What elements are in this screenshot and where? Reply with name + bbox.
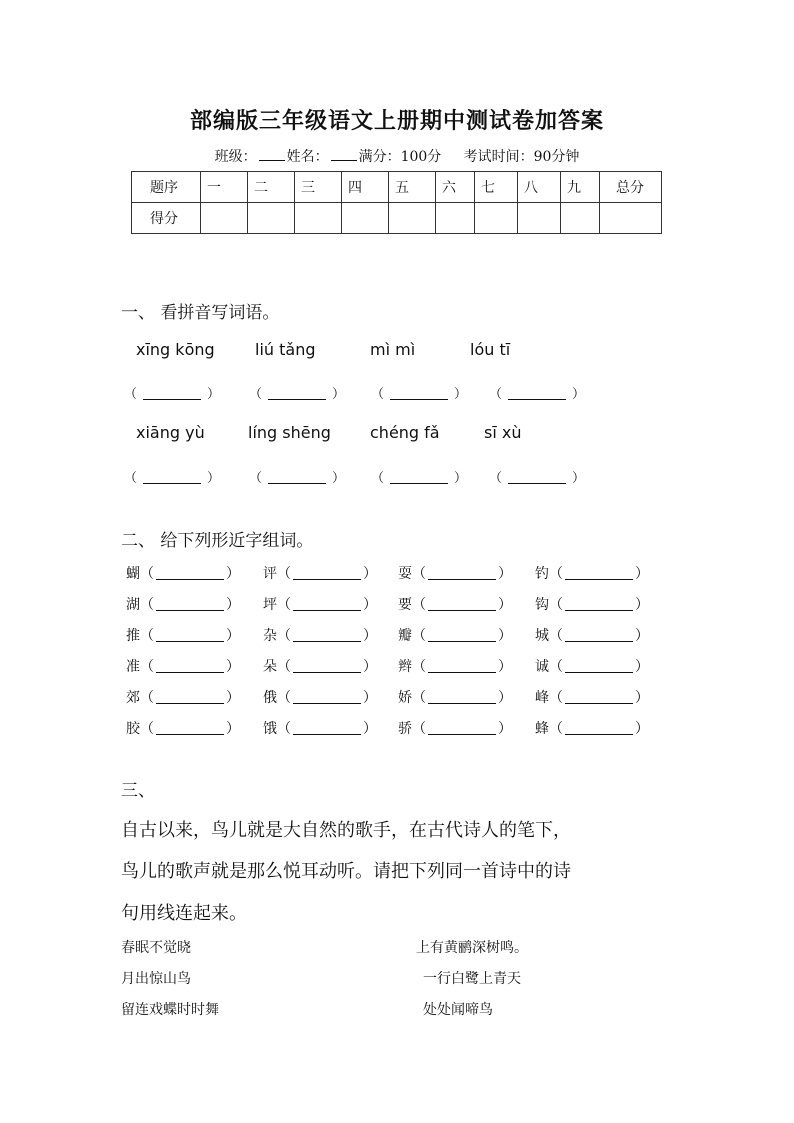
exam-info [0,146,794,166]
score-cell[interactable] [342,203,389,234]
answer-line[interactable] [565,734,633,735]
answer-line[interactable] [293,610,361,611]
header-cell: 二 [248,172,295,203]
score-cell[interactable] [475,203,518,234]
header-cell: 九 [561,172,600,203]
base-character: 要 [398,597,412,613]
poem-line-right[interactable]: 上有黄鹂深树鸣。 [416,940,528,956]
score-table-score-row [132,203,662,234]
answer-blank[interactable]: （ ） [124,387,221,402]
word-item[interactable]: 辫（ ） [398,659,512,675]
answer-line[interactable] [565,610,633,611]
header-cell: 五 [389,172,436,203]
section2-heading: 二、 给下列形近字组词。 [121,531,314,551]
answer-line[interactable] [428,672,496,673]
score-table-header-row [132,172,662,203]
name-label: 姓名： [286,149,329,165]
poem-line-left[interactable]: 春眠不觉晓 [121,940,191,956]
header-cell: 一 [201,172,248,203]
answer-blank[interactable]: （ ） [124,471,221,486]
score-cell[interactable] [295,203,342,234]
base-character: 诚 [535,659,549,675]
word-item[interactable]: 瓣（ ） [398,628,512,644]
base-character: 坪 [263,597,277,613]
word-item[interactable]: 城（ ） [535,628,649,644]
header-cell: 八 [518,172,561,203]
poem-line-right[interactable]: 一行白鹭上青天 [423,971,521,987]
word-item[interactable]: 蜂（ ） [535,721,649,737]
answer-blank[interactable]: （ ） [371,471,468,486]
base-character: 瓣 [398,628,412,644]
score-cell[interactable] [436,203,475,234]
base-character: 朵 [263,659,277,675]
base-character: 杂 [263,628,277,644]
answer-line[interactable] [156,672,224,673]
base-character: 评 [263,566,277,582]
poem-line-left[interactable]: 月出惊山鸟 [121,971,191,987]
base-character: 俄 [263,690,277,706]
answer-line[interactable] [156,641,224,642]
answer-line[interactable] [565,672,633,673]
word-item[interactable]: 骄（ ） [398,721,512,737]
score-cell[interactable] [389,203,436,234]
word-item[interactable]: 钩（ ） [535,597,649,613]
score-cell[interactable] [600,203,662,234]
base-character: 峰 [535,690,549,706]
word-item[interactable]: 俄（ ） [263,690,377,706]
header-cell: 四 [342,172,389,203]
score-table [131,171,662,234]
name-blank[interactable] [331,148,357,161]
base-character: 耍 [398,566,412,582]
word-item[interactable]: 评（ ） [263,566,377,582]
section3-text-line: 自古以来，鸟儿就是大自然的歌手，在古代诗人的笔下， [121,820,571,841]
word-item[interactable]: 准（ ） [126,659,240,675]
answer-line[interactable] [293,641,361,642]
header-cell: 六 [436,172,475,203]
answer-line[interactable] [428,579,496,580]
poem-line-left[interactable]: 留连戏蝶时时舞 [121,1002,219,1018]
base-character: 郊 [126,690,140,706]
answer-line[interactable] [156,703,224,704]
base-character: 城 [535,628,549,644]
base-character: 蝴 [126,566,140,582]
header-cell: 题序 [132,172,201,203]
answer-line[interactable] [565,703,633,704]
pinyin: líng shēng [248,423,331,442]
answer-line[interactable] [428,734,496,735]
answer-line[interactable] [293,734,361,735]
base-character: 饿 [263,721,277,737]
base-character: 辫 [398,659,412,675]
base-character: 湖 [126,597,140,613]
pinyin: lóu tī [470,340,511,359]
word-item[interactable]: 娇（ ） [398,690,512,706]
section1-heading: 一、 看拼音写词语。 [121,303,280,323]
word-item[interactable]: 湖（ ） [126,597,240,613]
poem-line-right[interactable]: 处处闻啼鸟 [423,1002,493,1018]
pinyin: chéng fǎ [370,423,440,442]
word-item[interactable]: 推（ ） [126,628,240,644]
answer-line[interactable] [565,579,633,580]
word-item[interactable]: 杂（ ） [263,628,377,644]
pinyin: sī xù [484,423,522,442]
answer-line[interactable] [428,641,496,642]
base-character: 蜂 [535,721,549,737]
header-cell: 总分 [600,172,662,203]
answer-blank[interactable]: （ ） [489,387,586,402]
answer-line[interactable] [428,610,496,611]
word-item[interactable]: 蝴（ ） [126,566,240,582]
answer-line[interactable] [156,579,224,580]
word-item[interactable]: 峰（ ） [535,690,649,706]
answer-line[interactable] [293,672,361,673]
pinyin: mì mì [370,340,416,359]
header-cell: 三 [295,172,342,203]
answer-line[interactable] [293,703,361,704]
word-item[interactable]: 钓（ ） [535,566,649,582]
section3-heading: 三、 [121,781,155,801]
word-item[interactable]: 耍（ ） [398,566,512,582]
exam-time: 考试时间：90分钟 [463,149,580,165]
answer-line[interactable] [428,703,496,704]
score-cell[interactable] [201,203,248,234]
score-row-label: 得分 [132,203,201,234]
class-label: 班级： [214,149,257,165]
answer-line[interactable] [156,734,224,735]
class-blank[interactable] [259,148,285,161]
answer-blank[interactable]: （ ） [489,471,586,486]
word-item[interactable]: 胶（ ） [126,721,240,737]
header-cell: 七 [475,172,518,203]
base-character: 骄 [398,721,412,737]
word-item[interactable]: 郊（ ） [126,690,240,706]
answer-line[interactable] [156,610,224,611]
base-character: 娇 [398,690,412,706]
score-cell[interactable] [248,203,295,234]
base-character: 钩 [535,597,549,613]
base-character: 胶 [126,721,140,737]
pinyin: xīng kōng [136,340,215,359]
section3-text-line: 句用线连起来。 [121,903,247,924]
page-title: 部编版三年级语文上册期中测试卷加答案 [189,109,604,134]
word-item[interactable]: 坪（ ） [263,597,377,613]
base-character: 钓 [535,566,549,582]
word-item[interactable]: 要（ ） [398,597,512,613]
answer-blank[interactable]: （ ） [371,387,468,402]
full-score: 满分：100分 [358,149,442,165]
section3-text-line: 鸟儿的歌声就是那么悦耳动听。请把下列同一首诗中的诗 [121,861,571,882]
score-cell[interactable] [518,203,561,234]
word-item[interactable]: 朵（ ） [263,659,377,675]
answer-blank[interactable]: （ ） [249,471,346,486]
word-item[interactable]: 诚（ ） [535,659,649,675]
answer-line[interactable] [293,579,361,580]
answer-line[interactable] [565,641,633,642]
word-item[interactable]: 饿（ ） [263,721,377,737]
base-character: 推 [126,628,140,644]
pinyin: xiāng yù [136,423,205,442]
base-character: 准 [126,659,140,675]
pinyin: liú tǎng [255,340,316,359]
score-cell[interactable] [561,203,600,234]
answer-blank[interactable]: （ ） [249,387,346,402]
